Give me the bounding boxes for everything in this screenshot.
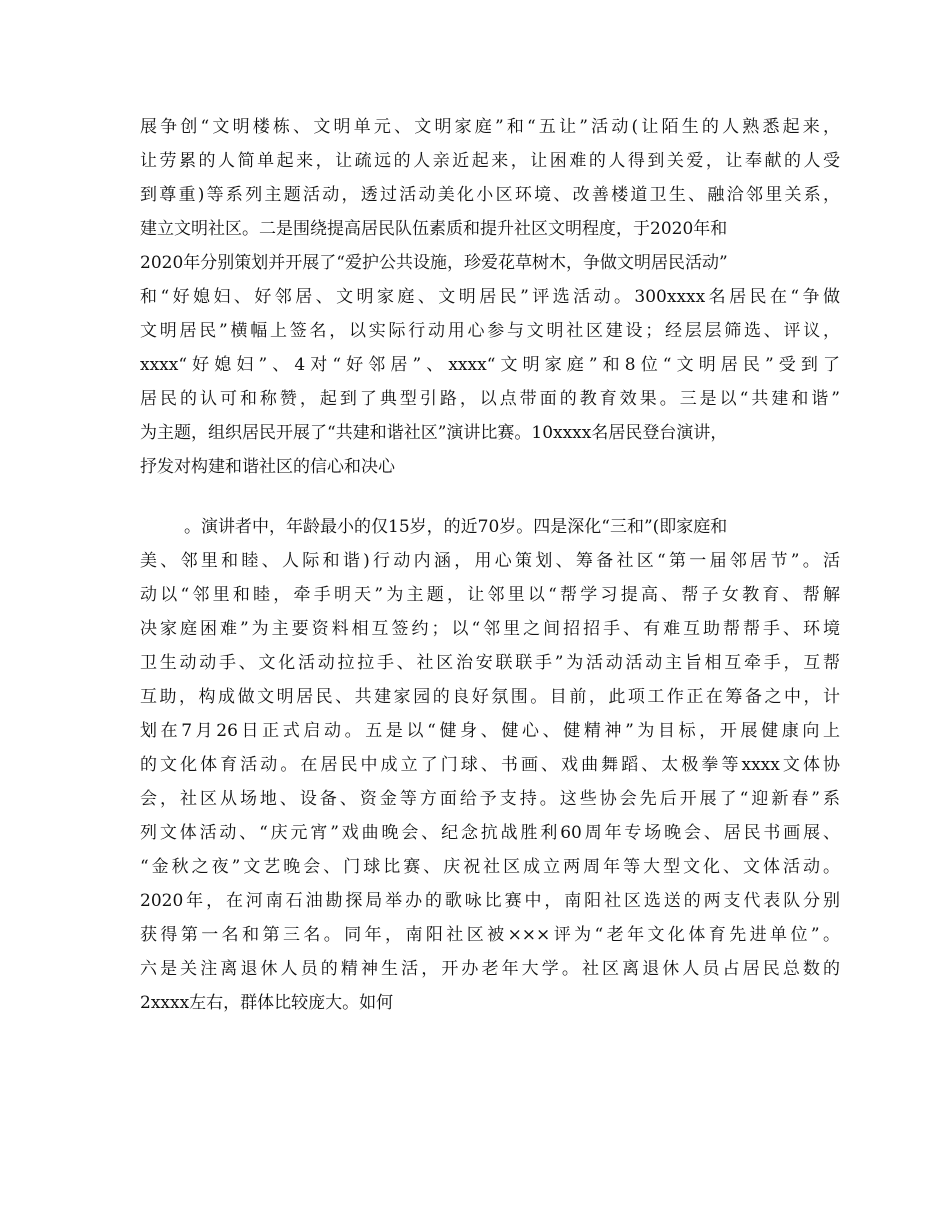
- paragraph-1-line: 为主题，组织居民开展了“共建和谐社区”演讲比赛。10xxxx名居民登台演讲，: [140, 423, 728, 443]
- paragraph-1-line: 2020年分别策划并开展了“爱护公共设施，珍爱花草树木，争做文明居民活动”: [140, 253, 728, 273]
- paragraph-2-line: “金秋之夜”文艺晚会、门球比赛、庆祝社区成立两周年等大型文化、文体活动。: [140, 857, 840, 877]
- paragraph-1-line: 居民的认可和称赞，起到了典型引路，以点带面的教育效果。三是以“共建和谐”: [140, 389, 840, 409]
- paragraph-2-line: 获得第一名和第三名。同年，南阳社区被×××评为“老年文化体育先进单位”。: [140, 925, 840, 945]
- paragraph-1-last-line: 抒发对构建和谐社区的信心和决心: [140, 457, 395, 477]
- paragraph-2-line: 动以“邻里和睦，牵手明天”为主题，让邻里以“帮学习提高、帮子女教育、帮解: [140, 585, 840, 605]
- paragraph-1-line: 和“好媳妇、好邻居、文明家庭、文明居民”评选活动。300xxxx名居民在“争做: [140, 287, 840, 307]
- paragraph-1-line: 文明居民”横幅上签名，以实际行动用心参与文明社区建设；经层层筛选、评议，: [140, 321, 840, 341]
- paragraph-2-last-line: 2xxxx左右，群体比较庞大。如何: [140, 993, 394, 1013]
- paragraph-2-line: 划在7月26日正式启动。五是以“健身、健心、健精神”为目标，开展健康向上: [140, 721, 840, 741]
- paragraph-2-line: 决家庭困难”为主要资料相互签约；以“邻里之间招招手、有难互助帮帮手、环境: [140, 619, 840, 639]
- paragraph-1-line: 展争创“文明楼栋、文明单元、文明家庭”和“五让”活动(让陌生的人熟悉起来，: [140, 117, 840, 137]
- paragraph-2: [140, 510, 840, 1020]
- paragraph-2-line: 的文化体育活动。在居民中成立了门球、书画、戏曲舞蹈、太极拳等xxxx文体协: [140, 755, 840, 775]
- paragraph-1: [140, 110, 840, 484]
- paragraph-2-line: 六是关注离退休人员的精神生活，开办老年大学。社区离退休人员占居民总数的: [140, 959, 840, 979]
- paragraph-2-line: 2020年，在河南石油勘探局举办的歌咏比赛中，南阳社区选送的两支代表队分别: [140, 891, 840, 911]
- paragraph-1-line: 到尊重)等系列主题活动，透过活动美化小区环境、改善楼道卫生、融洽邻里关系，: [140, 185, 840, 205]
- paragraph-2-line: 列文体活动、“庆元宵”戏曲晚会、纪念抗战胜利60周年专场晚会、居民书画展、: [140, 823, 840, 843]
- paragraph-1-line: xxxx“好媳妇”、4对“好邻居”、xxxx“文明家庭”和8位“文明居民”受到了: [140, 355, 840, 375]
- paragraph-2-line: 美、邻里和睦、人际和谐)行动内涵，用心策划、筹备社区“第一届邻居节”。活: [140, 551, 840, 571]
- paragraph-2-line: 卫生动动手、文化活动拉拉手、社区治安联联手”为活动活动主旨相互牵手，互帮: [140, 653, 840, 673]
- paragraph-2-line: 会，社区从场地、设备、资金等方面给予支持。这些协会先后开展了“迎新春”系: [140, 789, 840, 809]
- paragraph-2-first-line: 。演讲者中，年龄最小的仅15岁，的近70岁。四是深化“三和”(即家庭和: [184, 517, 728, 537]
- paragraph-1-line: 让劳累的人简单起来，让疏远的人亲近起来，让困难的人得到关爱，让奉献的人受: [140, 151, 840, 171]
- paragraph-1-line: 建立文明社区。二是围绕提高居民队伍素质和提升社区文明程度，于2020年和: [140, 219, 728, 239]
- paragraph-2-line: 互助，构成做文明居民、共建家园的良好氛围。目前，此项工作正在筹备之中，计: [140, 687, 840, 707]
